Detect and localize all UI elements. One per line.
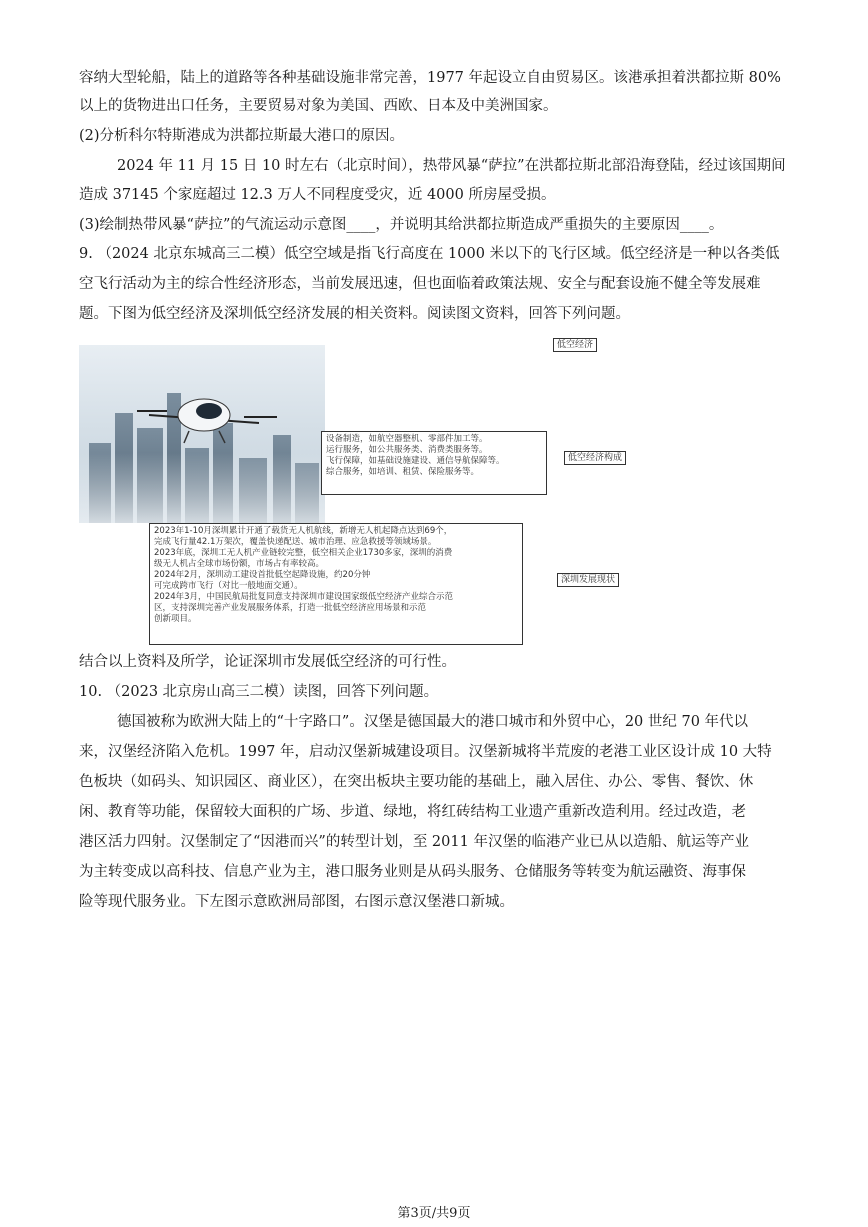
text-line-1: 容纳大型轮船，陆上的道路等各种基础设施非常完善，1977 年起设立自由贸易区。该港承担着洪都拉斯 80% bbox=[79, 70, 781, 86]
q10-text-line-1: 德国被称为欧洲大陆上的“十字路口”。汉堡是德国最大的港口城市和外贸中心，20 世纪 70 年代以 bbox=[117, 714, 749, 730]
components-box: 设备制造，如航空器整机、零部件加工等。 运行服务，如公共服务类、消费类服务等。 飞行保障，如基础设施建设、通信导航保障等。 综合服务，如培训、租赁、保险服务等。 bbox=[321, 431, 547, 495]
tag-shenzhen-status: 深圳发展现状 bbox=[557, 573, 619, 587]
q10-text-line-7: 险等现代服务业。下左图示意欧洲局部图，右图示意汉堡港口新城。 bbox=[79, 894, 514, 910]
q10-text-line-5: 港区活力四射。汉堡制定了“因港而兴”的转型计划，至 2011 年汉堡的临港产业已从以造船、航运等产业 bbox=[79, 834, 749, 850]
text-line-4: 2024 年 11 月 15 日 10 时左右（北京时间），热带风暴“萨拉”在洪都拉斯北部沿海登陆，经过该国期间 bbox=[117, 158, 786, 174]
q10-text-line-6: 为主转变成以高科技、信息产业为主，港口服务业则是从码头服务、仓储服务等转变为航运融资、海事保 bbox=[79, 864, 746, 880]
text-line-2: 以上的货物进出口任务，主要贸易对象为美国、西欧、日本及中美洲国家。 bbox=[79, 98, 558, 114]
question-9-line-1: 9. （2024 北京东城高三二模）低空空域是指飞行高度在 1000 米以下的飞行区域。低空经济是一种以各类低 bbox=[79, 246, 780, 262]
q10-text-line-2: 来，汉堡经济陷入危机。1997 年，启动汉堡新城建设项目。汉堡新城将半荒废的老港工业区设计成 10 大特 bbox=[79, 744, 772, 760]
page-footer: 第3页/共9页 bbox=[397, 1206, 471, 1221]
question-10-title: 10. （2023 北京房山高三二模）读图，回答下列问题。 bbox=[79, 684, 439, 700]
question-9-line-2: 空飞行活动为主的综合性经济形态，当前发展迅速，但也面临着政策法规、安全与配套设施不健全等发展难 bbox=[79, 276, 761, 292]
tag-economy-components: 低空经济构成 bbox=[564, 451, 626, 465]
q10-text-line-4: 闲、教育等功能，保留较大面积的广场、步道、绿地，将红砖结构工业遗产重新改造利用。经过改造，老 bbox=[79, 804, 746, 820]
text-line-5: 造成 37145 个家庭超过 12.3 万人不同程度受灾，近 4000 所房屋受损。 bbox=[79, 187, 556, 203]
tag-low-altitude-economy: 低空经济 bbox=[553, 338, 597, 352]
question-2: (2)分析科尔特斯港成为洪都拉斯最大港口的原因。 bbox=[79, 128, 405, 144]
low-altitude-economy-figure bbox=[79, 333, 623, 643]
q10-text-line-3: 色板块（如码头、知识园区、商业区），在突出板块主要功能的基础上，融入居住、办公、零售、餐饮、休 bbox=[79, 774, 754, 790]
question-9-prompt: 结合以上资料及所学，论证深圳市发展低空经济的可行性。 bbox=[79, 654, 456, 670]
question-3: (3)绘制热带风暴“萨拉”的气流运动示意图____，并说明其给洪都拉斯造成严重损失的主要原因____。 bbox=[79, 217, 724, 233]
shenzhen-info-box: 2023年1-10月深圳累计开通了载货无人机航线，新增无人机起降点达到69个， 完成飞行量42.1万架次，覆盖快递配送、城市治理、应急救援等领域场景。 2023年底，深圳工无人机产业链较完整，低空相关企业1730多家，深圳的消费 级无人机占全球市场份额，市场占有率较高。 2024年2月，深圳动工建设首批低空起降设施，约20分钟 可完成跨市飞行（对比一般地面交通）。 2024年3月，中国民航局批复同意支持深圳市建设国家级低空经济产业综合示范 区，支持深圳完善产业发展服务体系，打造一批低空经济应用场景和示范 创新项目。 bbox=[149, 523, 523, 645]
question-9-line-3: 题。下图为低空经济及深圳低空经济发展的相关资料。阅读图文资料，回答下列问题。 bbox=[79, 306, 630, 322]
